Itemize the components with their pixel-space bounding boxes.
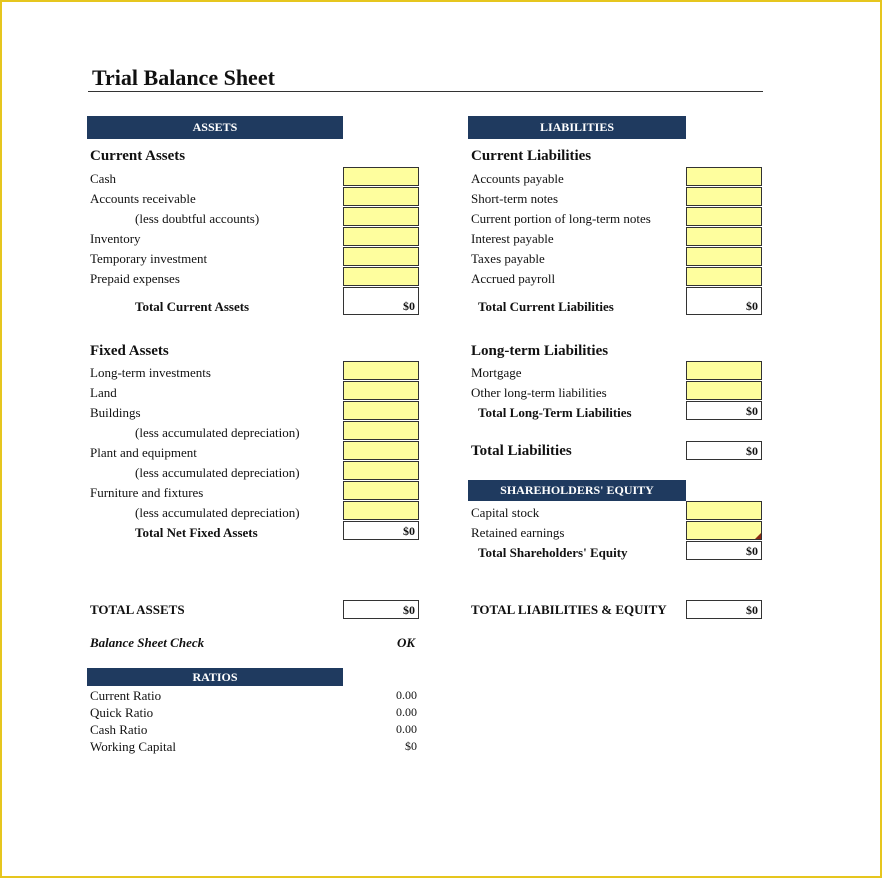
current-liabilities-heading: Current Liabilities — [471, 148, 592, 164]
input-accounts-payable[interactable] — [686, 167, 762, 186]
liability-label-interest-payable: Interest payable — [471, 231, 554, 246]
liability-label-accrued-payroll: Accrued payroll — [471, 271, 556, 286]
asset-label-plant-equipment: Plant and equipment — [90, 445, 197, 460]
page-title: Trial Balance Sheet — [92, 65, 275, 90]
asset-label-buildings: Buildings — [90, 405, 141, 420]
input-current-portion[interactable] — [686, 207, 762, 226]
input-taxes-payable[interactable] — [686, 247, 762, 266]
assets-header: ASSETS — [87, 116, 343, 139]
input-land[interactable] — [343, 381, 419, 400]
total-assets-value: $0 — [343, 600, 419, 619]
asset-label-land: Land — [90, 385, 117, 400]
input-less-depreciation-buildings[interactable] — [343, 421, 419, 440]
total-fixed-assets-label: Total Net Fixed Assets — [135, 525, 258, 540]
equity-label-retained-earnings: Retained earnings — [471, 525, 565, 540]
asset-label-temporary-investment: Temporary investment — [90, 251, 208, 266]
input-accrued-payroll[interactable] — [686, 267, 762, 286]
total-liabilities-equity-label: TOTAL LIABILITIES & EQUITY — [471, 602, 667, 617]
input-interest-payable[interactable] — [686, 227, 762, 246]
asset-label-accounts-receivable: Accounts receivable — [90, 191, 196, 206]
input-furniture-fixtures[interactable] — [343, 481, 419, 500]
input-prepaid-expenses[interactable] — [343, 267, 419, 286]
asset-label-less-depreciation-plant: (less accumulated depreciation) — [135, 465, 300, 480]
ratio-label-quick: Quick Ratio — [90, 705, 154, 720]
liability-label-short-term-notes: Short-term notes — [471, 191, 559, 206]
total-liabilities-equity-value: $0 — [686, 600, 762, 619]
total-fixed-assets-value: $0 — [343, 521, 419, 540]
input-capital-stock[interactable] — [686, 501, 762, 520]
current-assets-heading: Current Assets — [90, 148, 186, 164]
ratios-header: RATIOS — [87, 668, 343, 686]
input-less-doubtful[interactable] — [343, 207, 419, 226]
total-current-assets-label: Total Current Assets — [135, 299, 250, 314]
input-temporary-investment[interactable] — [343, 247, 419, 266]
asset-label-less-depreciation-buildings: (less accumulated depreciation) — [135, 425, 300, 440]
asset-label-long-term-investments: Long-term investments — [90, 365, 211, 380]
liability-label-mortgage: Mortgage — [471, 365, 522, 380]
equity-label-capital-stock: Capital stock — [471, 505, 540, 520]
input-inventory[interactable] — [343, 227, 419, 246]
fixed-assets-heading: Fixed Assets — [90, 343, 169, 359]
input-plant-equipment[interactable] — [343, 441, 419, 460]
asset-label-inventory: Inventory — [90, 231, 141, 246]
total-assets-label: TOTAL ASSETS — [90, 602, 185, 617]
total-liabilities-label: Total Liabilities — [471, 443, 572, 459]
ratio-label-cash: Cash Ratio — [90, 722, 148, 737]
ratio-label-current: Current Ratio — [90, 688, 162, 703]
total-long-term-liabilities-value: $0 — [686, 401, 762, 420]
input-retained-earnings[interactable] — [686, 521, 762, 540]
asset-label-cash: Cash — [90, 171, 116, 186]
liabilities-header: LIABILITIES — [468, 116, 686, 139]
balance-check-label: Balance Sheet Check — [90, 635, 205, 650]
ratio-value-working-capital: $0 — [405, 739, 417, 753]
input-less-depreciation-furniture[interactable] — [343, 501, 419, 520]
input-buildings[interactable] — [343, 401, 419, 420]
total-current-liabilities-value: $0 — [686, 287, 762, 315]
liability-label-taxes-payable: Taxes payable — [471, 251, 545, 266]
ratio-value-current: 0.00 — [396, 688, 417, 702]
liability-label-other-long-term: Other long-term liabilities — [471, 385, 607, 400]
input-long-term-investments[interactable] — [343, 361, 419, 380]
ratio-label-working-capital: Working Capital — [90, 739, 176, 754]
input-cash[interactable] — [343, 167, 419, 186]
title-divider — [88, 91, 763, 92]
input-accounts-receivable[interactable] — [343, 187, 419, 206]
total-long-term-liabilities-label: Total Long-Term Liabilities — [478, 405, 632, 420]
input-other-long-term[interactable] — [686, 381, 762, 400]
input-short-term-notes[interactable] — [686, 187, 762, 206]
asset-label-less-doubtful: (less doubtful accounts) — [135, 211, 260, 226]
comment-indicator-icon[interactable] — [755, 533, 761, 539]
total-equity-label: Total Shareholders' Equity — [478, 545, 628, 560]
balance-check-value: OK — [397, 635, 416, 650]
asset-label-prepaid-expenses: Prepaid expenses — [90, 271, 180, 286]
long-term-liabilities-heading: Long-term Liabilities — [471, 343, 609, 359]
ratio-value-cash: 0.00 — [396, 722, 417, 736]
liability-label-current-portion: Current portion of long-term notes — [471, 211, 651, 226]
total-liabilities-value: $0 — [686, 441, 762, 460]
equity-header: SHAREHOLDERS' EQUITY — [468, 480, 686, 501]
total-equity-value: $0 — [686, 541, 762, 560]
input-less-depreciation-plant[interactable] — [343, 461, 419, 480]
asset-label-less-depreciation-furniture: (less accumulated depreciation) — [135, 505, 300, 520]
liability-label-accounts-payable: Accounts payable — [471, 171, 564, 186]
total-current-assets-value: $0 — [343, 287, 419, 315]
input-mortgage[interactable] — [686, 361, 762, 380]
ratio-value-quick: 0.00 — [396, 705, 417, 719]
asset-label-furniture-fixtures: Furniture and fixtures — [90, 485, 204, 500]
total-current-liabilities-label: Total Current Liabilities — [478, 299, 614, 314]
